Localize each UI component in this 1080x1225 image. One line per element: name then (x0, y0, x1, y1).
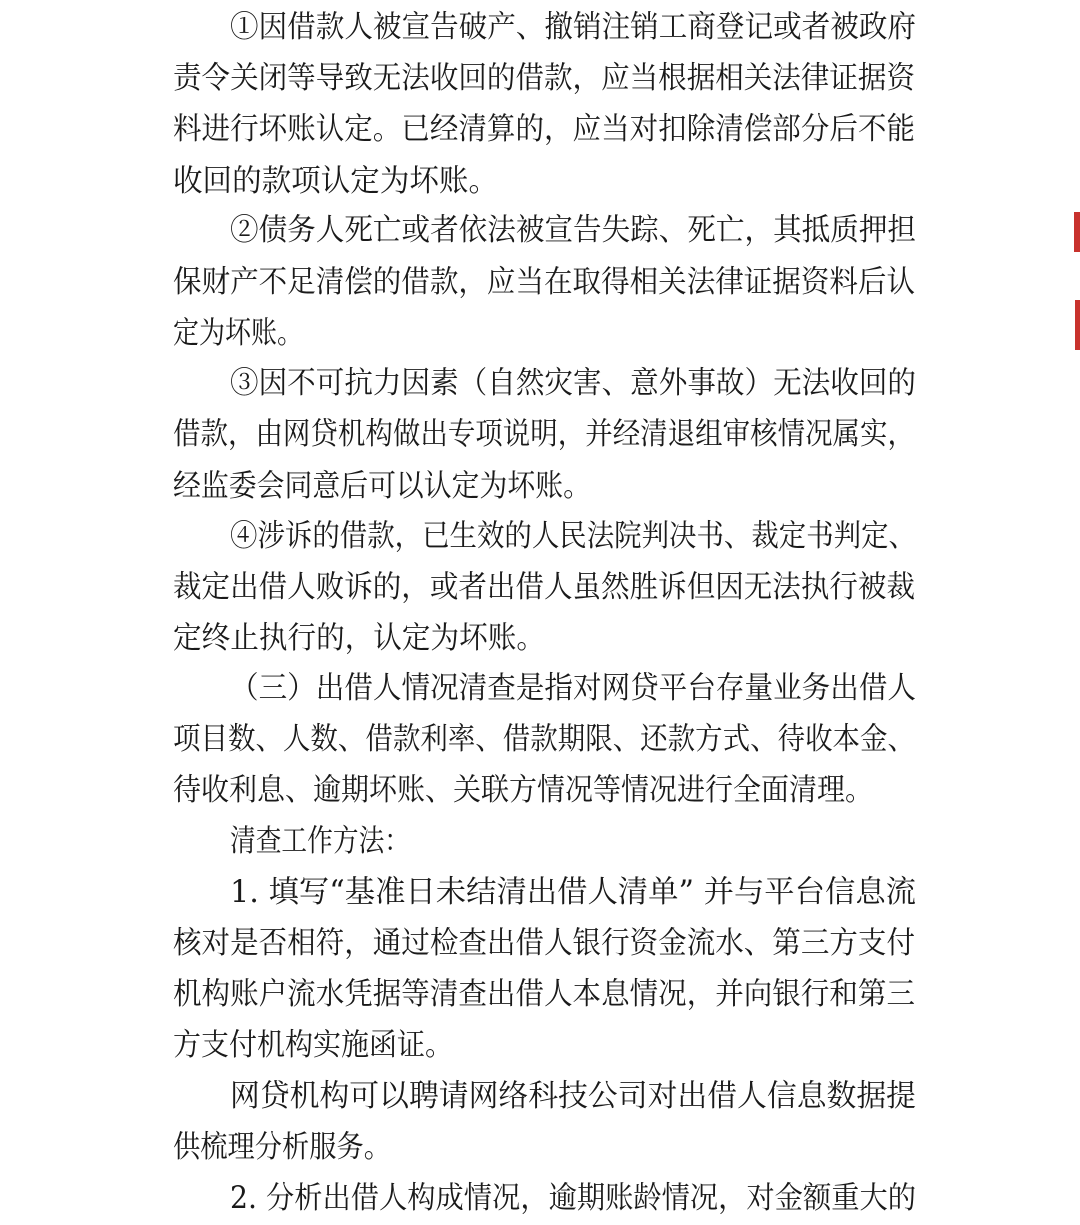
line-text: 定为坏账。 (173, 316, 303, 351)
line-text: 裁定出借人败诉的，或者出借人虽然胜诉但因无法执行被裁 (173, 570, 915, 605)
line-text: 网贷机构可以聘请网络科技公司对出借人信息数据提 (230, 1079, 916, 1114)
text-line (0, 104, 1080, 156)
line-text: ②债务人死亡或者依法被宣告失踪、死亡，其抵质押担 (230, 213, 916, 248)
line-text: 项目数、人数、借款利率、借款期限、还款方式、待收本金、 (173, 722, 915, 757)
text-line (0, 308, 1080, 360)
text-line (0, 1122, 1080, 1174)
line-text: ③因不可抗力因素（自然灾害、意外事故）无法收回的 (230, 366, 916, 401)
text-line (0, 156, 1080, 208)
text-line (0, 461, 1080, 513)
line-text: 2. 分析出借人构成情况，逾期账龄情况，对金额重大的 (230, 1181, 916, 1216)
text-line (0, 257, 1080, 309)
line-text: 定终止执行的，认定为坏账。 (173, 621, 545, 656)
line-text: （三）出借人情况清查是指对网贷平台存量业务出借人 (230, 671, 916, 706)
text-line (0, 816, 1080, 868)
line-text: ④涉诉的借款，已生效的人民法院判决书、裁定书判定、 (230, 519, 916, 554)
line-text: 供梳理分析服务。 (173, 1130, 391, 1165)
line-text: 料进行坏账认定。已经清算的，应当对扣除清偿部分后不能 (173, 112, 915, 147)
line-text: 借款，由网贷机构做出专项说明，并经清退组审核情况属实， (173, 417, 915, 452)
line-text: 清查工作方法： (230, 824, 410, 859)
text-line (0, 765, 1080, 817)
line-text: 收回的款项认定为坏账。 (173, 164, 498, 199)
line-text: 保财产不足清偿的借款，应当在取得相关法律证据资料后认 (173, 265, 915, 300)
text-line (0, 1173, 1080, 1225)
text-line (0, 409, 1080, 461)
text-line (0, 918, 1080, 970)
line-text: 待收利息、逾期坏账、关联方情况等情况进行全面清理。 (173, 773, 873, 808)
line-text: ①因借款人被宣告破产、撤销注销工商登记或者被政府 (230, 10, 916, 45)
text-line (0, 358, 1080, 410)
text-line (0, 867, 1080, 919)
line-text: 责令关闭等导致无法收回的借款，应当根据相关法律证据资 (173, 61, 915, 96)
line-text: 核对是否相符，通过检查出借人银行资金流水、第三方支付 (173, 926, 915, 961)
binding-mark (1075, 300, 1080, 350)
text-line (0, 969, 1080, 1021)
text-line (0, 2, 1080, 54)
text-line (0, 1071, 1080, 1123)
line-text: 方支付机构实施函证。 (173, 1028, 453, 1063)
line-text: 1. 填写“基准日未结清出借人清单” 并与平台信息流 (230, 875, 916, 910)
binding-mark (1074, 212, 1080, 252)
text-line (0, 663, 1080, 715)
text-line (0, 205, 1080, 257)
text-line (0, 562, 1080, 614)
text-line (0, 1020, 1080, 1072)
text-line (0, 714, 1080, 766)
line-text: 机构账户流水凭据等清查出借人本息情况，并向银行和第三 (173, 977, 915, 1012)
line-text: 经监委会同意后可以认定为坏账。 (173, 469, 591, 504)
text-line (0, 613, 1080, 665)
text-line (0, 511, 1080, 563)
text-line (0, 53, 1080, 105)
